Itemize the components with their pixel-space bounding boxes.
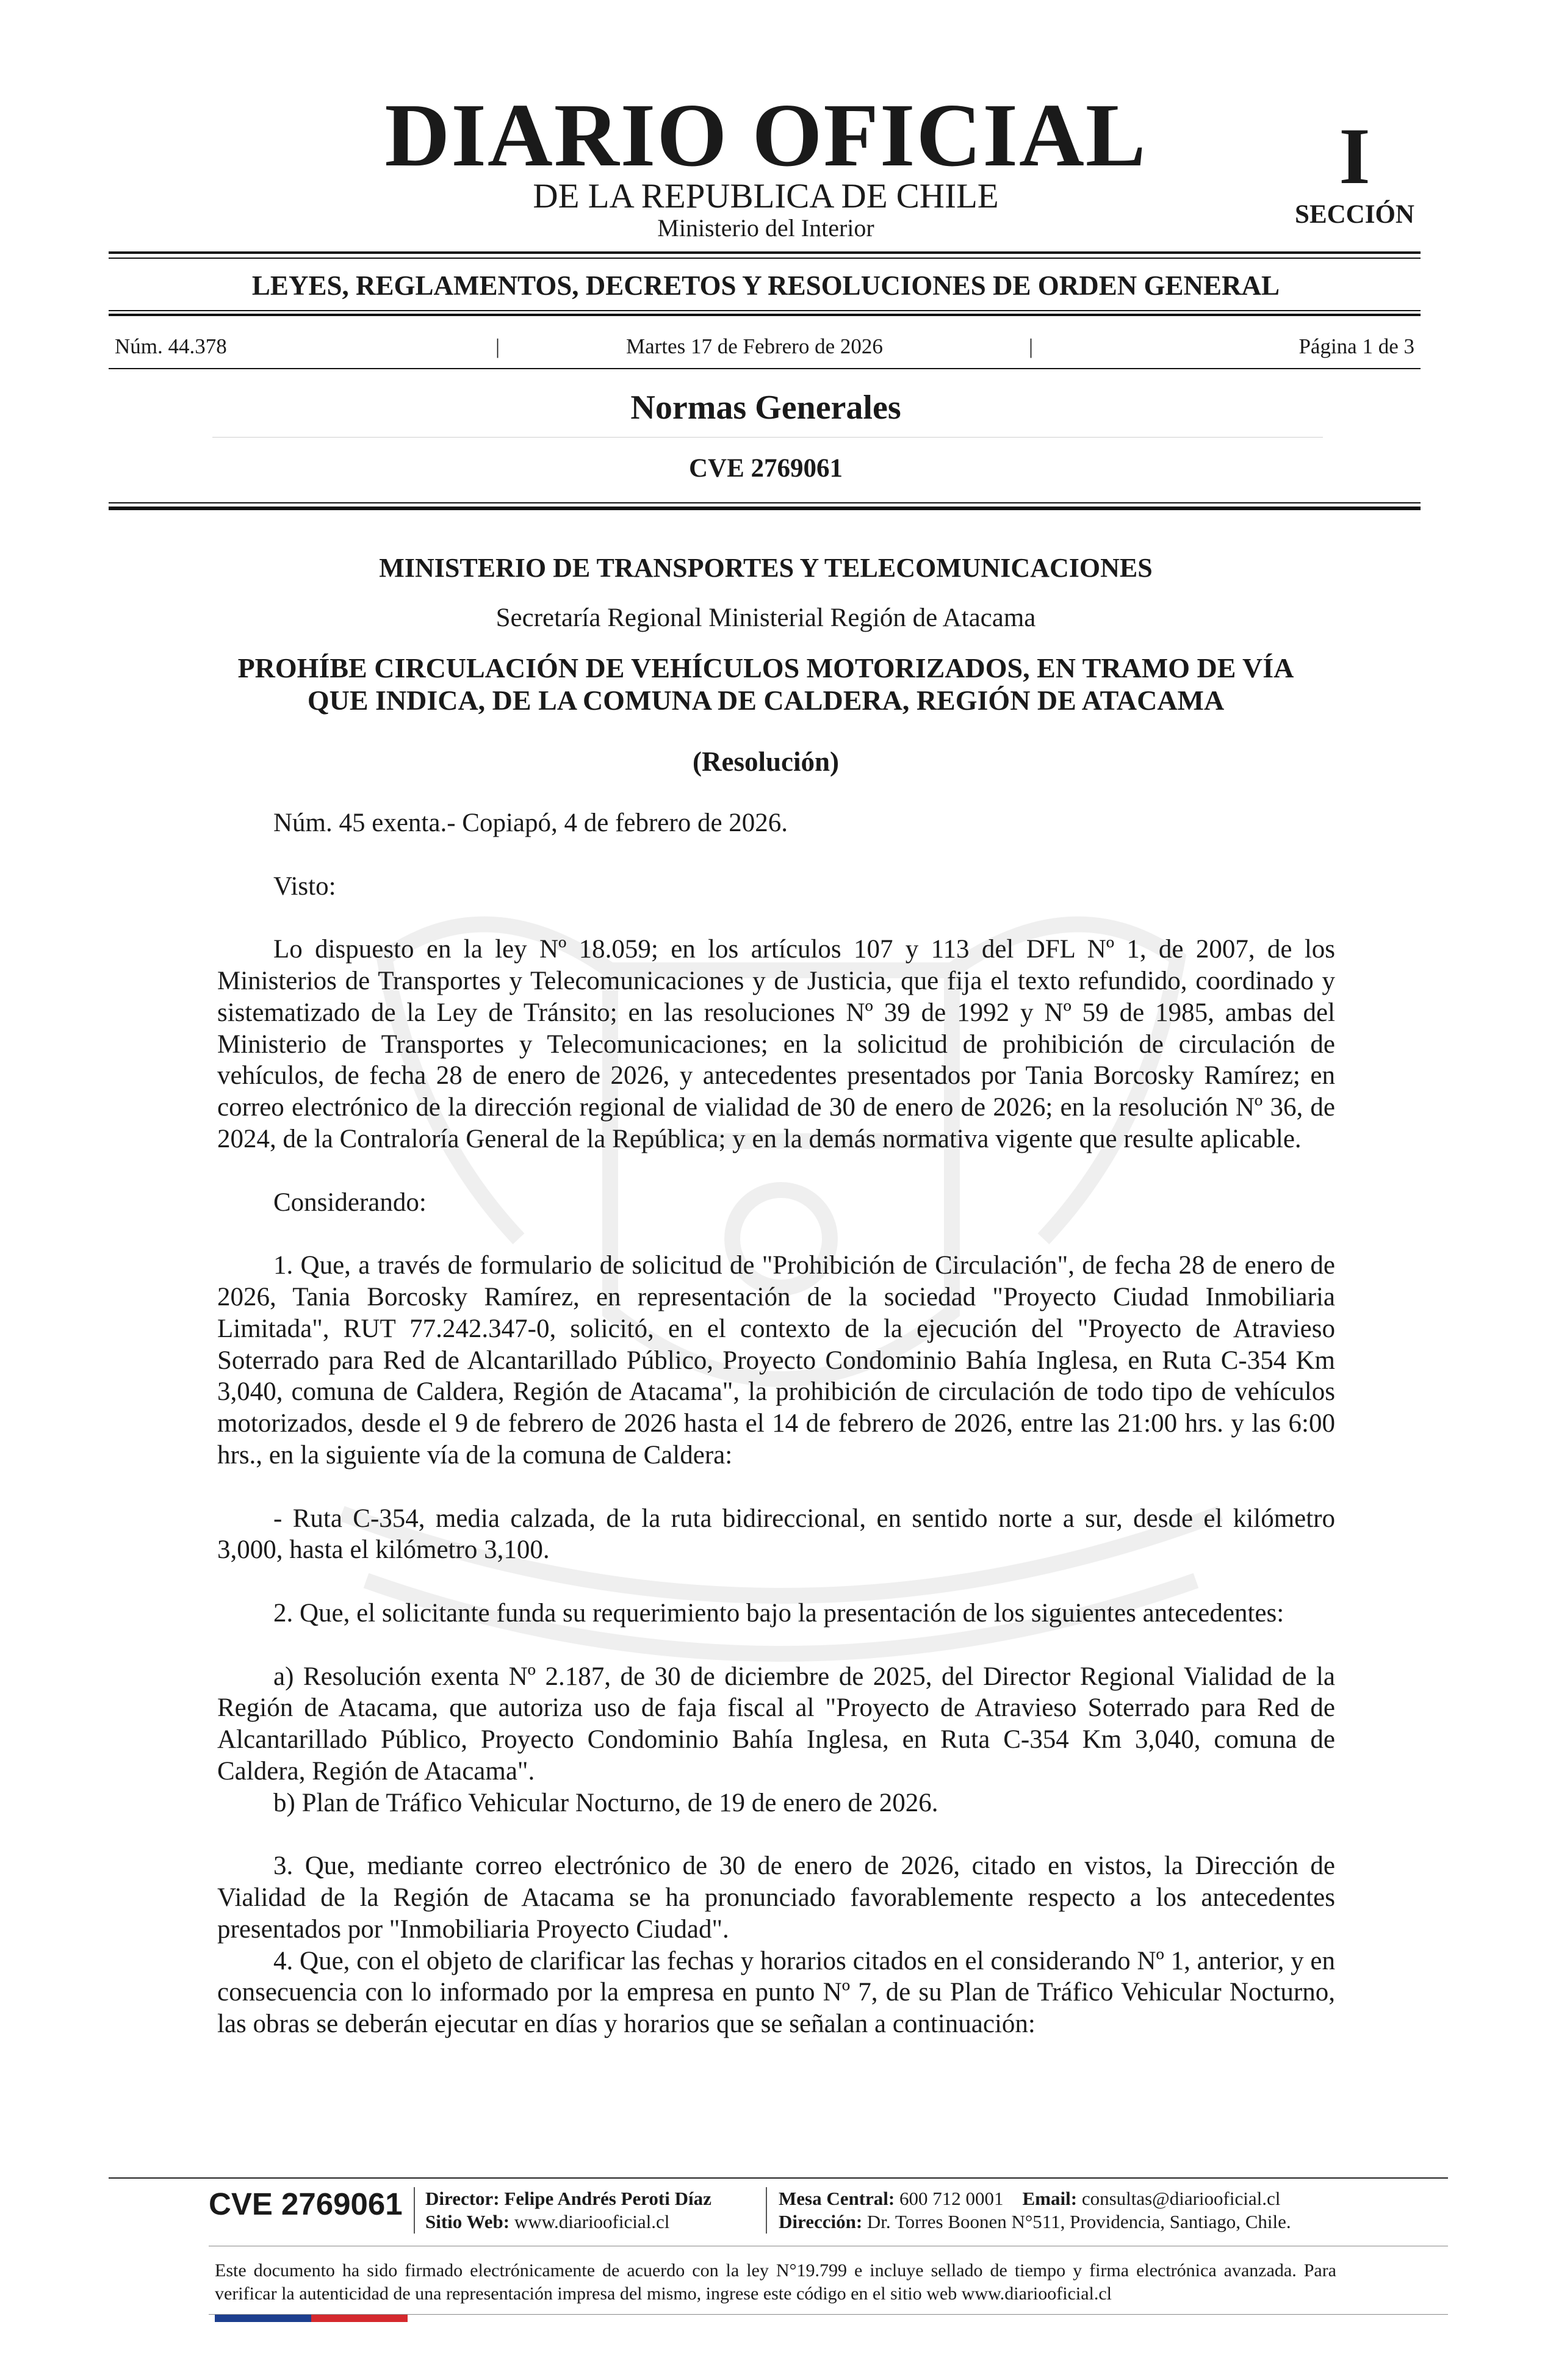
cve-code: CVE 2769061 <box>688 454 843 483</box>
section-title-divider <box>212 437 1323 438</box>
section-title: Normas Generales <box>630 389 901 427</box>
considerando-1: 1. Que, a través de formulario de solicitud de "Prohibición de Circulación", de fecha 28 de enero de 2026, Tania Borcosky Ramírez, en representación de la sociedad "Proyecto Ciudad Inmobiliaria Limitada", RUT 77.242.347-0, solicitó, en el contexto de la ejecución del "Proyecto de Atravieso Soterrado para Red de Alcantarillado Público, Proyecto Condominio Bahía Inglesa, en Ruta C-354 Km 3,040, comuna de Caldera, Región de Atacama", la prohibición de circulación de todo tipo de vehículos motorizados, desde el 9 de febrero de 2026 hasta el 14 de febrero de 2026, entre las 21:00 hrs. y las 6:00 hrs., en la siguiente vía de la comuna de Caldera: <box>217 1251 1335 1469</box>
footer-separator-2 <box>766 2187 767 2234</box>
visto-paragraph: Lo dispuesto en la ley Nº 18.059; en los artículos 107 y 113 del DFL Nº 1, de 2007, de los Ministerios de Transportes y Telecomunicaciones y de Justicia, que fija el texto refundido, coordinado y sistematizado de la Ley de Tránsito; en las resoluciones Nº 39 de 1992 y Nº 59 de 1985, ambas del Ministerio de Transportes y Telecomunicaciones; en la solicitud de prohibición de circulación de vehículos, de fecha 28 de enero de 2026, y antecedentes presentados por Tania Borcosky Ramírez; en correo electrónico de la dirección regional de vialidad de 30 de enero de 2026; en la resolución Nº 36, de 2024, de la Contraloría General de la República; y en la demás normativa vigente que resulte aplicable. <box>217 935 1335 1153</box>
footer-signature-note: Este documento ha sido firmado electrónicamente de acuerdo con la ley N°19.799 e incluye sellado de tiempo y firma electrónica avanzada. Para verificar la autenticidad de una representación impresa del mismo, ingrese este código en el sitio web www.diariooficial.cl <box>215 2260 1336 2304</box>
considerando-heading: Considerando: <box>273 1188 427 1217</box>
masthead-rule-bottom <box>109 258 1421 259</box>
issue-bar-rule <box>109 368 1421 369</box>
header-rule-thick <box>109 507 1421 510</box>
visto-heading: Visto: <box>273 871 336 901</box>
resolution-body <box>217 807 1335 2040</box>
header-rule-thin <box>109 502 1421 503</box>
section-label: SECCIÓN <box>1295 200 1414 229</box>
resolution-title-line-1: PROHÍBE CIRCULACIÓN DE VEHÍCULOS MOTORIZADOS, EN TRAMO DE VÍA <box>237 652 1294 683</box>
considerando-2: 2. Que, el solicitante funda su requerimiento bajo la presentación de los siguientes antecedentes: <box>273 1598 1284 1628</box>
footer-cve-code: CVE 2769061 <box>209 2187 403 2221</box>
resolution-title-line-2: QUE INDICA, DE LA COMUNA DE CALDERA, REGIÓN DE ATACAMA <box>307 685 1225 716</box>
footer-email-link[interactable]: consultas@diariooficial.cl <box>1081 2188 1281 2209</box>
flag-stripe-blue <box>215 2315 311 2322</box>
masthead-rule-top <box>109 251 1421 254</box>
issuing-ministry: MINISTERIO DE TRANSPORTES Y TELECOMUNICACIONES <box>379 553 1153 583</box>
document-type: (Resolución) <box>693 746 839 777</box>
footer-contact-right <box>779 2187 1291 2234</box>
antecedent-a: a) Resolución exenta Nº 2.187, de 30 de diciembre de 2025, del Director Regional Vialidad de la Región de Atacama, que autoriza uso de faja fiscal al "Proyecto de Atravieso Soterrado para Red de Alcantarillado Público, Proyecto Condominio Bahía Inglesa, en Ruta C-354 Km 3,040, comuna de Caldera, Región de Atacama". <box>217 1662 1335 1786</box>
gazette-subtitle: DE LA REPUBLICA DE CHILE <box>533 177 999 215</box>
issue-separator-right: | <box>1029 334 1034 358</box>
footer-separator-1 <box>414 2187 415 2234</box>
footer-phone-label: Mesa Central: <box>779 2188 895 2209</box>
route-item: - Ruta C-354, media calzada, de la ruta bidireccional, en sentido norte a sur, desde el kilómetro 3,000, hasta el kilómetro 3,100. <box>217 1504 1335 1565</box>
footer-address-label: Dirección: <box>779 2211 863 2232</box>
category-rule-bottom <box>109 314 1421 316</box>
considerando-4: 4. Que, con el objeto de clarificar las fechas y horarios citados en el considerando Nº 1, anterior, y en consecuencia con lo informado por la empresa en punto Nº 7, de su Plan de Tráfico Vehicular Nocturno, las obras se deberán ejecutar en días y horarios que se señalan a continuación: <box>217 1946 1335 2039</box>
issuing-secretariat: Secretaría Regional Ministerial Región de Atacama <box>495 604 1036 632</box>
considerando-3: 3. Que, mediante correo electrónico de 30 de enero de 2026, citado en vistos, la Dirección de Vialidad de la Región de Atacama se ha pronunciado favorablemente respecto a los antecedentes presentados por "Inmobiliaria Proyecto Ciudad". <box>217 1852 1335 1944</box>
section-numeral: I <box>1339 111 1371 201</box>
footer-director: Director: Felipe Andrés Peroti Díaz <box>425 2188 711 2209</box>
footer-contact-left <box>425 2187 711 2234</box>
issue-separator-left: | <box>495 334 500 358</box>
page-number: Página 1 de 3 <box>1298 334 1414 358</box>
issue-info-bar <box>115 334 1414 359</box>
footer-website-link[interactable]: www.diariooficial.cl <box>514 2211 670 2232</box>
footer-email-label: Email: <box>1022 2188 1078 2209</box>
footer-website-label: Sitio Web: <box>425 2211 510 2232</box>
issue-number: Núm. 44.378 <box>115 334 227 358</box>
antecedent-b: b) Plan de Tráfico Vehicular Nocturno, de 19 de enero de 2026. <box>273 1788 938 1817</box>
gazette-title: DIARIO OFICIAL <box>384 85 1147 186</box>
flag-stripe-red <box>311 2315 408 2322</box>
footer-phone: 600 712 0001 <box>899 2188 1004 2209</box>
footer-rule-top <box>109 2177 1448 2179</box>
resolution-number-date: Núm. 45 exenta.- Copiapó, 4 de febrero de 2026. <box>273 809 788 837</box>
footer-address: Dr. Torres Boonen N°511, Providencia, Santiago, Chile. <box>866 2211 1291 2232</box>
issue-date: Martes 17 de Febrero de 2026 <box>626 334 883 358</box>
gazette-ministry: Ministerio del Interior <box>657 214 874 242</box>
category-heading: LEYES, REGLAMENTOS, DECRETOS Y RESOLUCIONES DE ORDEN GENERAL <box>251 270 1280 301</box>
category-rule-top <box>109 310 1421 311</box>
